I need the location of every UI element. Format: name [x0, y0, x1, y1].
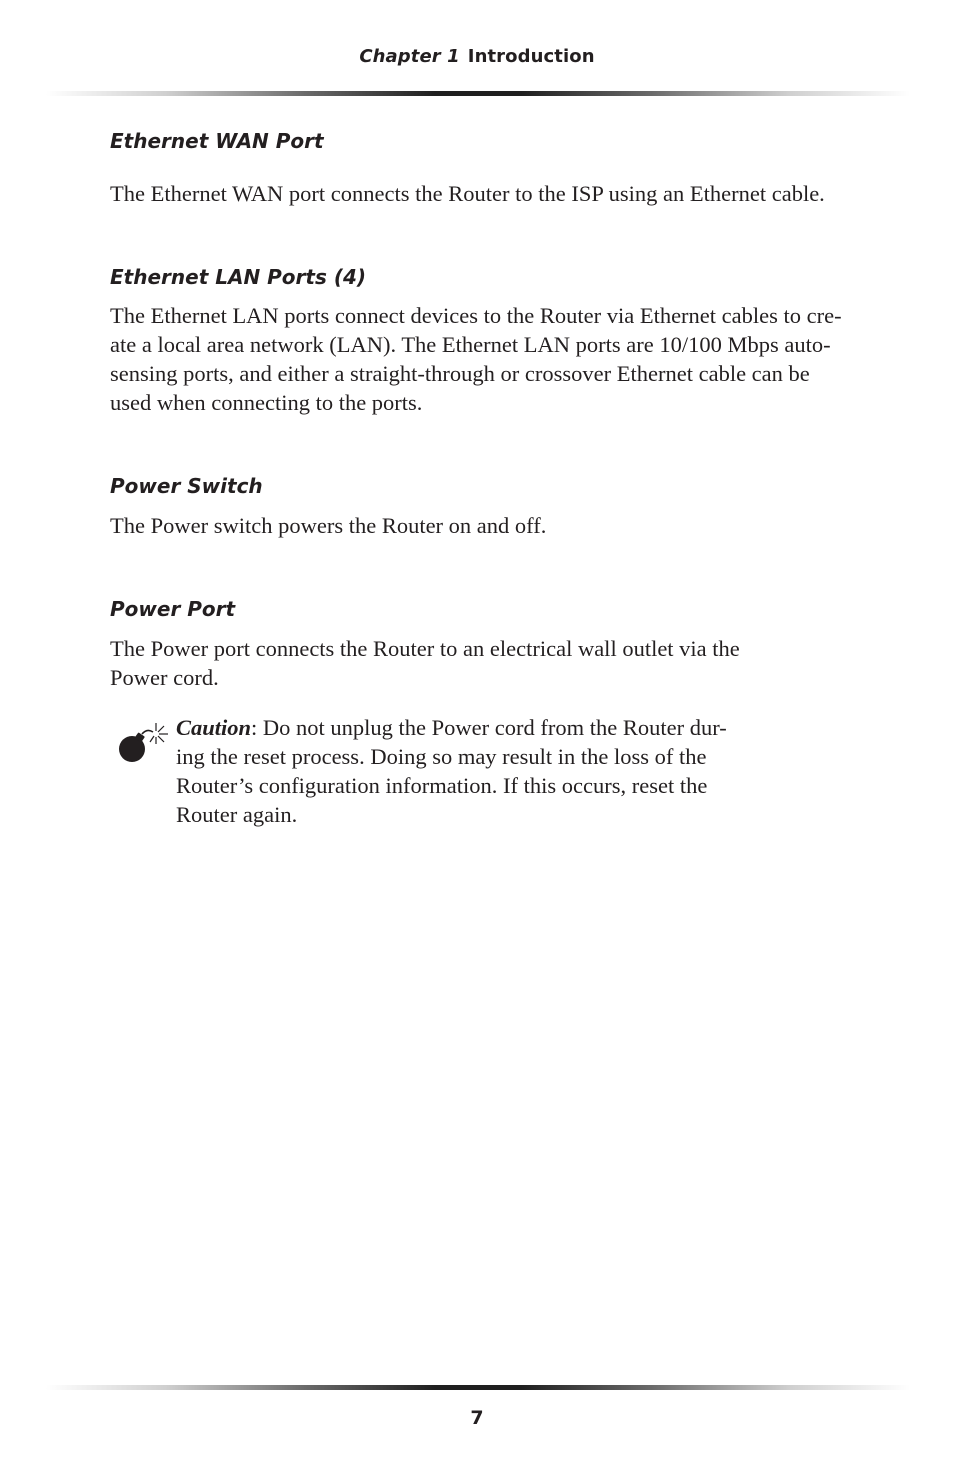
- caution-label: Caution: [176, 715, 252, 740]
- text-line: The Power port connects the Router to an electrical wall outlet via the: [110, 636, 740, 661]
- running-header: [0, 46, 954, 67]
- section-body-wan: The Ethernet WAN port connects the Router to the ISP using an Ethernet cable.: [110, 181, 825, 206]
- section-body-power-port: [110, 634, 740, 692]
- text-line: Power cord.: [110, 665, 219, 690]
- section-body-lan: [110, 301, 842, 417]
- section-heading-lan: Ethernet LAN Ports (4): [110, 265, 367, 289]
- header-rule: [46, 91, 910, 96]
- page-number: 7: [470, 1407, 484, 1429]
- chapter-label: Chapter 1: [359, 46, 460, 67]
- caution-note: [176, 713, 776, 829]
- section-body-power-switch: The Power switch powers the Router on and off.: [110, 513, 547, 538]
- text-line: used when connecting to the ports.: [110, 390, 423, 415]
- text-line: Router again.: [176, 802, 298, 827]
- text-line: ate a local area network (LAN). The Ethernet LAN ports are 10/100 Mbps auto-: [110, 332, 831, 357]
- text-line: : Do not unplug the Power cord from the Router dur-: [251, 715, 727, 740]
- section-heading-power-port: Power Port: [110, 597, 236, 621]
- footer-rule: [46, 1385, 910, 1390]
- text-line: sensing ports, and either a straight-through or crossover Ethernet cable can be: [110, 361, 810, 386]
- section-heading-power-switch: Power Switch: [110, 474, 263, 498]
- text-line: Router’s configuration information. If this occurs, reset the: [176, 773, 708, 798]
- section-heading-wan: Ethernet WAN Port: [110, 129, 324, 153]
- chapter-title: Introduction: [467, 46, 595, 67]
- text-line: The Ethernet LAN ports connect devices to the Router via Ethernet cables to cre-: [110, 303, 842, 328]
- text-line: ing the reset process. Doing so may result in the loss of the: [176, 744, 707, 769]
- bomb-icon: [116, 722, 174, 766]
